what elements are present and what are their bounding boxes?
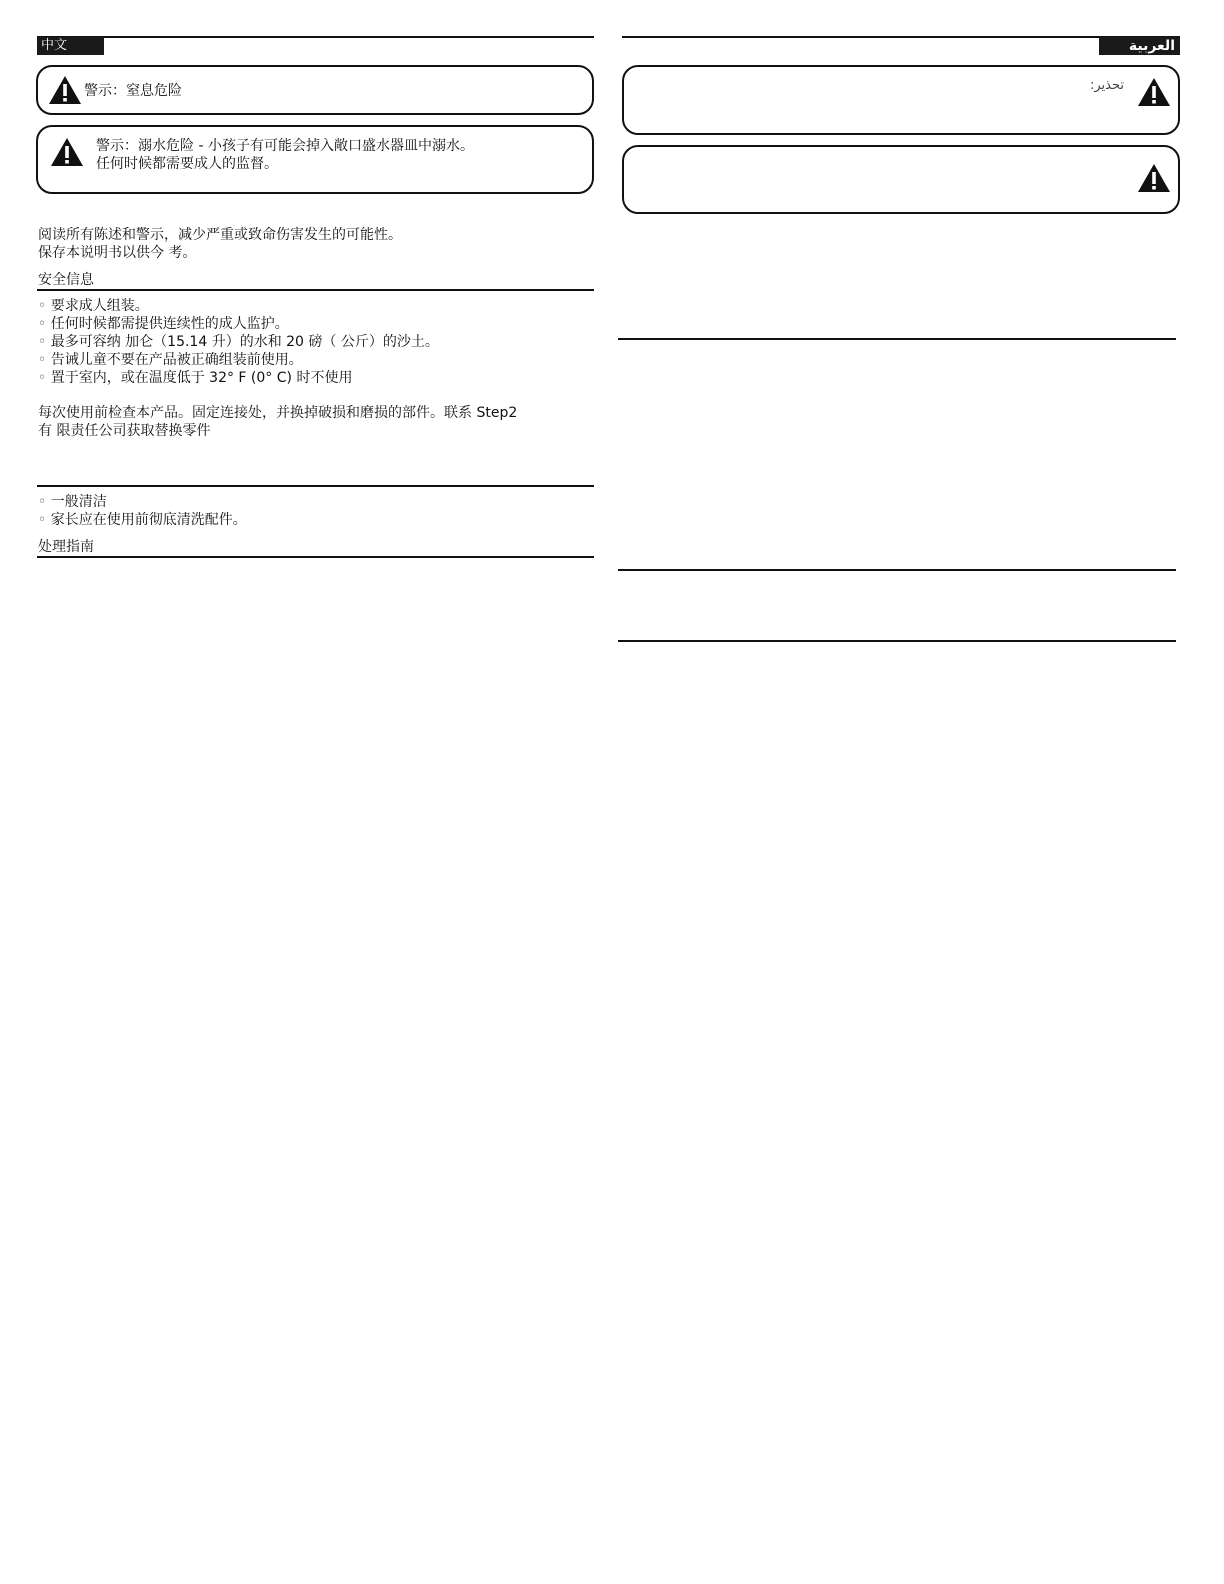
list-item: ◦ 置于室内，或在温度低于 32° F (0° C) 时不使用 — [38, 369, 439, 387]
warning-box-drowning — [36, 125, 594, 194]
maintenance-line-2: 有 限责任公司获取替换零件 — [38, 423, 211, 439]
care-rule — [37, 485, 594, 487]
list-item: ◦ 家长应在使用前彻底清洗配件。 — [38, 511, 247, 529]
top-rule-right — [622, 36, 1180, 38]
right-section-rule-2 — [618, 569, 1176, 571]
disposal-heading-rule — [37, 556, 594, 558]
intro-line-2: 保存本说明书以供今 考。 — [38, 245, 197, 261]
warning-triangle-icon — [1137, 163, 1171, 193]
warning-triangle-icon — [48, 75, 82, 105]
intro-line-1: 阅读所有陈述和警示，减少严重或致命伤害发生的可能性。 — [38, 227, 402, 243]
safety-heading: 安全信息 — [38, 272, 94, 288]
safety-list — [38, 297, 439, 387]
list-item: ◦ 最多可容纳 加仑（15.14 升）的水和 20 磅（ 公斤）的沙土。 — [38, 333, 439, 351]
care-list — [38, 493, 247, 529]
top-rule-left — [37, 36, 594, 38]
warning-choking-text: 警示：窒息危险 — [84, 83, 182, 99]
warning-box-right-1 — [622, 65, 1180, 135]
warning-triangle-icon — [1137, 77, 1171, 107]
warning-box-choking — [36, 65, 594, 115]
right-section-rule-3 — [618, 640, 1176, 642]
warning-triangle-icon — [50, 137, 84, 167]
list-item: ◦ 要求成人组装。 — [38, 297, 439, 315]
right-section-rule-1 — [618, 338, 1176, 340]
safety-heading-rule — [37, 289, 594, 291]
disposal-heading: 处理指南 — [38, 539, 94, 555]
maintenance-line-1: 每次使用前检查本产品。固定连接处，并换掉破损和磨损的部件。联系 Step2 — [38, 405, 518, 421]
list-item: ◦ 告诫儿童不要在产品被正确组装前使用。 — [38, 351, 439, 369]
language-tag-arabic: العربية — [1099, 37, 1180, 55]
warning-drowning-line2: 任何时候都需要成人的监督。 — [96, 156, 278, 172]
warning-drowning-line1: 警示：溺水危险 - 小孩子有可能会掉入敞口盛水器皿中溺水。 — [96, 138, 474, 154]
language-tag-chinese: 中文 — [37, 37, 104, 55]
warning-box-right-2 — [622, 145, 1180, 214]
list-item: ◦ 一般清洁 — [38, 493, 247, 511]
list-item: ◦ 任何时候都需提供连续性的成人监护。 — [38, 315, 439, 333]
warning-right-1-text: تحذير: — [1089, 78, 1124, 93]
